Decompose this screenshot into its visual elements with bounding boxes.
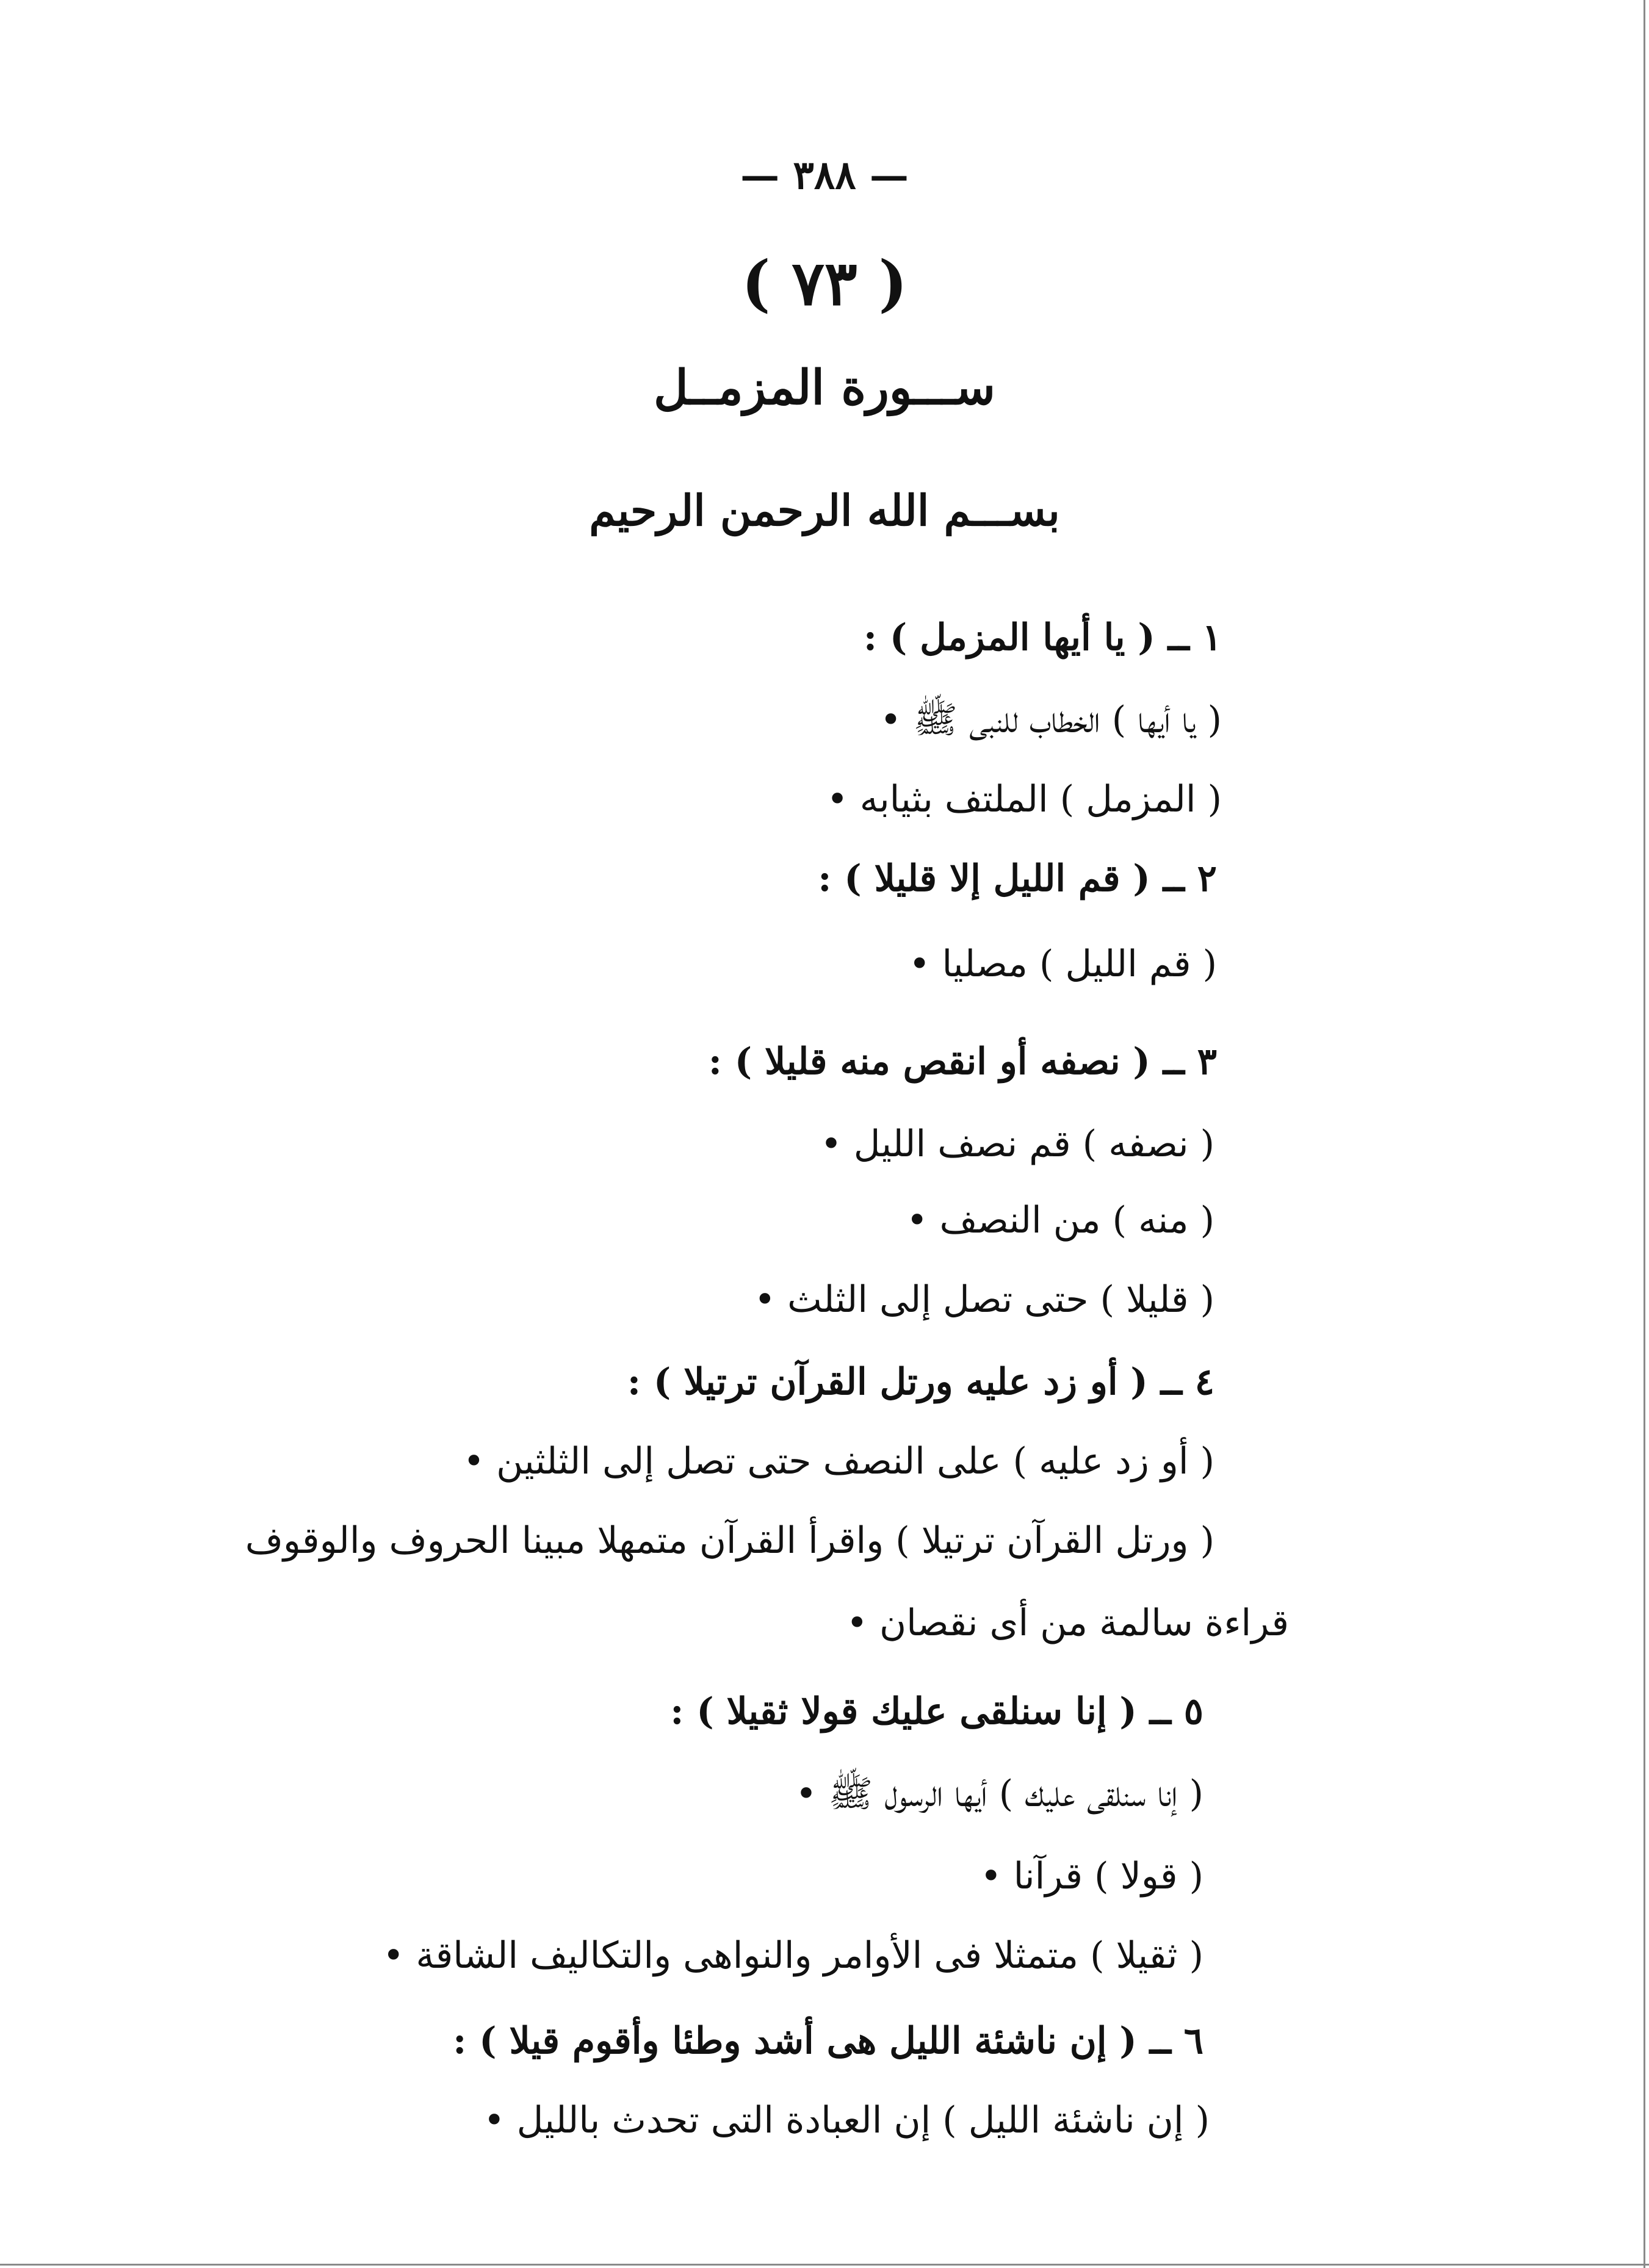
verse-3-heading: ٣ ــ ( نصفه أو انقص منه قليلا ) : [708, 1040, 1217, 1083]
commentary-line-continued: قراءة سالمة من أى نقصان • [846, 1602, 1289, 1644]
verse-4-heading: ٤ ــ ( أو زد عليه ورتل القرآن ترتيلا ) : [627, 1361, 1214, 1403]
commentary-line: ( المزمل ) الملتف بثيابه • [826, 778, 1222, 821]
commentary-line: ( قليلا ) حتى تصل إلى الثلث • [754, 1278, 1214, 1321]
commentary-line: ( ورتل القرآن ترتيلا ) واقرأ القرآن متمهلا مبينا الحروف والوقوف [245, 1519, 1214, 1562]
page-number: — ٣٨٨ — [740, 153, 909, 198]
verse-5-heading: ٥ ــ ( إنا سنلقى عليك قولا ثقيلا ) : [670, 1690, 1203, 1733]
commentary-line: ( ثقيلا ) متمثلا فى الأوامر والنواهى والتكاليف الشاقة • [382, 1934, 1203, 1977]
verse-6-heading: ٦ ــ ( إن ناشئة الليل هى أشد وطئا وأقوم قيلا ) : [453, 2020, 1203, 2062]
surah-number: ( ٧٣ ) [742, 247, 907, 319]
verse-2-heading: ٢ ــ ( قم الليل إلا قليلا ) : [818, 857, 1217, 900]
verse-1-heading: ١ ــ ( يا أيها المزمل ) : [863, 616, 1222, 659]
page-edge-bottom [0, 2264, 1649, 2266]
commentary-line: ( إنا سنلقى عليك ) أيها الرسول ﷺ • [795, 1773, 1203, 1815]
commentary-line: ( يا أيها ) الخطاب للنبى ﷺ • [879, 699, 1222, 741]
commentary-line: ( قم الليل ) مصليا • [909, 943, 1217, 985]
commentary-line: ( إن ناشئة الليل ) إن العبادة التى تحدث بالليل • [483, 2099, 1210, 2142]
basmala: بســـم الله الرحمن الرحيم [589, 485, 1060, 536]
commentary-line: ( قولا ) قرآنا • [980, 1855, 1203, 1898]
page-edge-right [1644, 0, 1645, 2268]
commentary-line: ( منه ) من النصف • [906, 1199, 1214, 1242]
commentary-line: ( أو زد عليه ) على النصف حتى تصل إلى الثلثين • [463, 1440, 1214, 1483]
commentary-line: ( نصفه ) قم نصف الليل • [820, 1123, 1214, 1165]
surah-title: ســـورة المزمــل [653, 360, 995, 416]
